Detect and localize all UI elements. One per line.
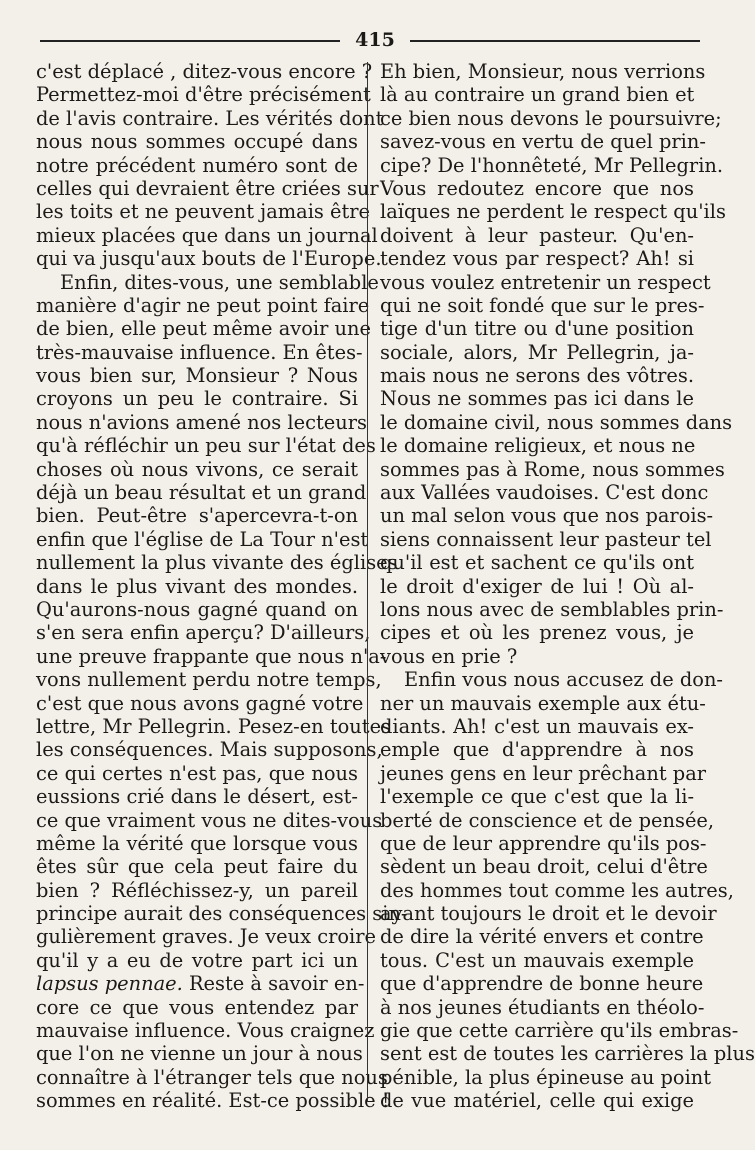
text-line: Vous redoutez encore que nos bbox=[380, 176, 694, 200]
text-line: sommes en réalité. Est-ce possible ! bbox=[36, 1089, 390, 1113]
text-line: là au contraire un grand bien et bbox=[380, 83, 695, 107]
text-line: ayant toujours le droit et le devoir bbox=[380, 902, 717, 926]
text-line: tendez vous par respect? Ah! si bbox=[380, 247, 694, 271]
text-line: pénible, la plus épineuse au point bbox=[380, 1065, 712, 1089]
text-line: Eh bien, Monsieur, nous verrions bbox=[380, 60, 706, 83]
text-line: ce qui certes n'est pas, que nous bbox=[36, 761, 358, 785]
text-line: c'est déplacé , ditez-vous encore ? bbox=[36, 60, 373, 83]
text-line: tige d'un titre ou d'une position bbox=[380, 317, 694, 341]
text-line: jeunes gens en leur prêchant par bbox=[380, 761, 707, 785]
text-line: qui ne soit fondé que sur le pres- bbox=[380, 293, 705, 317]
text-line: emple que d'apprendre à nos bbox=[380, 738, 694, 762]
text-line: de l'avis contraire. Les vérités dont bbox=[36, 106, 384, 130]
text-line: lapsus pennae. Reste à savoir en- bbox=[36, 972, 365, 996]
text-line: le domaine civil, nous sommes dans bbox=[380, 410, 733, 434]
text-line: diants. Ah! c'est un mauvais ex- bbox=[380, 714, 694, 738]
text-line: notre précédent numéro sont de bbox=[36, 153, 358, 177]
column-divider bbox=[367, 62, 368, 1102]
text-line: qu'il y a eu de votre part ici un bbox=[36, 948, 358, 972]
page-number: 415 bbox=[355, 29, 395, 51]
text-line: sèdent un beau droit, celui d'être bbox=[380, 855, 708, 879]
text-line: nous nous sommes occupé dans bbox=[36, 130, 358, 154]
text-line: le droit d'exiger de lui ! Où al- bbox=[380, 574, 694, 598]
text-line: berté de conscience et de pensée, bbox=[380, 808, 715, 832]
text-line: déjà un beau résultat et un grand bbox=[36, 481, 367, 505]
text-line: Enfin vous nous accusez de don- bbox=[404, 668, 723, 692]
text-line: que de leur apprendre qu'ils pos- bbox=[380, 831, 707, 855]
text-line: de vue matériel, celle qui exige bbox=[380, 1089, 694, 1113]
text-line: lettre, Mr Pellegrin. Pesez-en toutes bbox=[36, 714, 391, 738]
text-line: vous en prie ? bbox=[380, 644, 518, 668]
text-line: cipe? De l'honnêteté, Mr Pellegrin. bbox=[380, 153, 724, 177]
text-line: Permettez-moi d'être précisément bbox=[36, 83, 371, 107]
text-line: sommes pas à Rome, nous sommes bbox=[380, 457, 725, 481]
text-line: que l'on ne vienne un jour à nous bbox=[36, 1042, 363, 1066]
text-line: celles qui devraient être criées sur bbox=[36, 176, 379, 200]
text-line: vous voulez entretenir un respect bbox=[380, 270, 711, 294]
text-line: bien. Peut-être s'apercevra-t-on bbox=[36, 504, 358, 528]
text-line: qu'il est et sachent ce qu'ils ont bbox=[380, 551, 694, 575]
text-line: des hommes tout comme les autres, bbox=[380, 878, 734, 902]
text-line: qui va jusqu'aux bouts de l'Europe. bbox=[36, 247, 382, 271]
text-line: siens connaissent leur pasteur tel bbox=[380, 527, 712, 551]
text-line: à nos jeunes étudiants en théolo- bbox=[380, 995, 705, 1019]
text-line: Enfin, dites-vous, une semblable bbox=[60, 270, 379, 294]
text-line: même la vérité que lorsque vous bbox=[36, 831, 358, 855]
text-line: croyons un peu le contraire. Si bbox=[36, 387, 358, 411]
text-line: l'exemple ce que c'est que la li- bbox=[380, 785, 694, 809]
latin-phrase: lapsus pennae. bbox=[36, 972, 183, 996]
text-line: mauvaise influence. Vous craignez bbox=[36, 1019, 375, 1043]
text-line: gie que cette carrière qu'ils embras- bbox=[380, 1019, 739, 1043]
text-line: un mal selon vous que nos parois- bbox=[380, 504, 714, 528]
text-line: sent est de toutes les carrières la plus bbox=[380, 1042, 755, 1066]
text-line: que d'apprendre de bonne heure bbox=[380, 972, 704, 996]
text-line: lons nous avec de semblables prin- bbox=[380, 597, 724, 621]
text-line: principe aurait des conséquences sin- bbox=[36, 902, 408, 926]
text-line: qu'à réfléchir un peu sur l'état des bbox=[36, 434, 376, 458]
right-column bbox=[380, 60, 755, 1113]
text-line: manière d'agir ne peut point faire bbox=[36, 293, 370, 317]
text-line: bien ? Réfléchissez-y, un pareil bbox=[36, 878, 358, 902]
text-line: mieux placées que dans un journal bbox=[36, 223, 378, 247]
text-line: laïques ne perdent le respect qu'ils bbox=[380, 200, 726, 224]
text-line: cipes et où les prenez vous, je bbox=[380, 621, 694, 645]
text-line: connaître à l'étranger tels que nous bbox=[36, 1065, 388, 1089]
text-line: choses où nous vivons, ce serait bbox=[36, 457, 358, 481]
text-line: Qu'aurons-nous gagné quand on bbox=[36, 597, 358, 621]
text-line: de bien, elle peut même avoir une bbox=[36, 317, 371, 341]
left-column bbox=[36, 60, 408, 1113]
header-rule-left bbox=[40, 40, 340, 42]
text-line: eussions crié dans le désert, est- bbox=[36, 785, 358, 809]
text-line: une preuve frappante que nous n'a- bbox=[36, 644, 387, 668]
text-line: mais nous ne serons des vôtres. bbox=[380, 364, 694, 388]
text-line: tous. C'est un mauvais exemple bbox=[380, 948, 694, 972]
text-line: le domaine religieux, et nous ne bbox=[380, 434, 696, 458]
text-line: dans le plus vivant des mondes. bbox=[36, 574, 358, 598]
text-line: Nous ne sommes pas ici dans le bbox=[380, 387, 694, 411]
text-line: les conséquences. Mais supposons, bbox=[36, 738, 383, 762]
text-line: très-mauvaise influence. En êtes- bbox=[36, 340, 363, 364]
text-line: nullement la plus vivante des églises bbox=[36, 551, 398, 575]
text-line: nous n'avions amené nos lecteurs bbox=[36, 410, 367, 434]
text-line: les toits et ne peuvent jamais être bbox=[36, 200, 371, 224]
text-line: êtes sûr que cela peut faire du bbox=[36, 855, 358, 879]
text-line: ce que vraiment vous ne dites-vous bbox=[36, 808, 383, 832]
text-line: aux Vallées vaudoises. C'est donc bbox=[380, 481, 709, 505]
text-line: core ce que vous entendez par bbox=[36, 995, 358, 1019]
text-line: savez-vous en vertu de quel prin- bbox=[380, 130, 706, 154]
text-line: s'en sera enfin aperçu? D'ailleurs, bbox=[36, 621, 371, 645]
text-line: vous bien sur, Monsieur ? Nous bbox=[36, 364, 358, 388]
text-line: sociale, alors, Mr Pellegrin, ja- bbox=[380, 340, 694, 364]
header-rule-right bbox=[410, 40, 700, 42]
page-header bbox=[40, 28, 700, 52]
text-line: enfin que l'église de La Tour n'est bbox=[36, 527, 369, 551]
text-line: vons nullement perdu notre temps, bbox=[36, 668, 382, 692]
text-line: ner un mauvais exemple aux étu- bbox=[380, 691, 706, 715]
text-line: c'est que nous avons gagné votre bbox=[36, 691, 364, 715]
text-line: ce bien nous devons le poursuivre; bbox=[380, 106, 722, 130]
text-line: de dire la vérité envers et contre bbox=[380, 925, 704, 949]
text-line: gulièrement graves. Je veux croire bbox=[36, 925, 376, 949]
text-line: doivent à leur pasteur. Qu'en- bbox=[380, 223, 694, 247]
